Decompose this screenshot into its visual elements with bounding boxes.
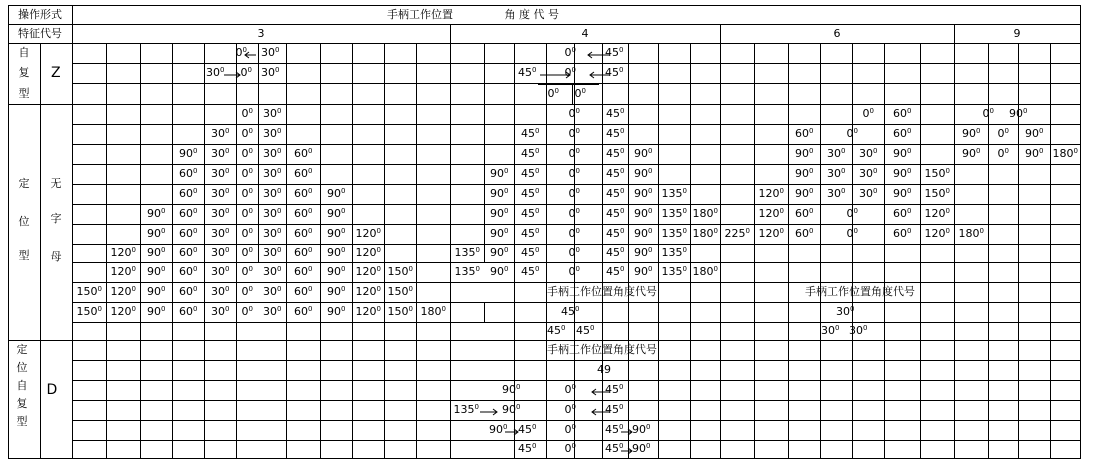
angle-value: $30^0$ — [859, 167, 878, 180]
angle-value: $120^0$ — [355, 285, 381, 298]
angle-value: $90^0$ — [327, 285, 346, 298]
angle-value: $90^0$ — [893, 167, 912, 180]
angle-value: $45^0$ — [518, 423, 537, 436]
angle-value: $60^0$ — [294, 305, 313, 318]
arrow-icon — [536, 70, 574, 80]
pos-auto-return-label: 定 — [16, 343, 28, 356]
angle-value: $0^0$ — [241, 147, 253, 160]
angle-value: $90^0$ — [634, 207, 653, 220]
angle-value: $150^0$ — [76, 285, 102, 298]
angle-value: $60^0$ — [179, 187, 198, 200]
angle-value: $0^0$ — [846, 127, 858, 140]
angle-value: $90^0$ — [147, 227, 166, 240]
angle-value: $120^0$ — [110, 305, 136, 318]
angle-value: $0^0$ — [568, 265, 580, 278]
angle-value: $30^0$ — [211, 187, 230, 200]
grid-line-h — [8, 5, 1081, 6]
angle-value: $90^0$ — [502, 383, 521, 396]
angle-value: $90^0$ — [795, 147, 814, 160]
angle-value: $120^0$ — [110, 246, 136, 259]
grid-line-v — [920, 43, 921, 459]
angle-value: $90^0$ — [327, 305, 346, 318]
arrow-icon — [586, 70, 613, 80]
angle-value: $90^0$ — [632, 423, 651, 436]
angle-value: $0^0$ — [241, 107, 253, 120]
angle-value: $0^0$ — [564, 403, 576, 416]
pos-auto-return-label: 自 — [16, 379, 28, 392]
grid-line-v — [788, 43, 789, 459]
angle-value: $0^0$ — [574, 86, 586, 100]
grid-line-h — [72, 322, 1081, 323]
angle-value: $90^0$ — [962, 127, 981, 140]
grid-line-v — [286, 43, 287, 459]
angle-value: $135^0$ — [454, 265, 480, 278]
grid-line-v — [720, 43, 721, 459]
angle-value: $90^0$ — [962, 147, 981, 160]
angle-value: $45^0$ — [521, 127, 540, 140]
angle-value: $90^0$ — [327, 207, 346, 220]
angle-value: $0^0$ — [564, 66, 576, 79]
angle-value: $90^0$ — [327, 265, 346, 278]
positioning-label: 定 — [18, 177, 30, 190]
angle-value: $60^0$ — [294, 207, 313, 220]
angle-value: $150^0$ — [387, 285, 413, 298]
angle-value: $150^0$ — [387, 265, 413, 278]
angle-value: $0^0$ — [982, 107, 994, 120]
grid-line-v — [514, 43, 515, 459]
angle-value: $0^0$ — [568, 187, 580, 200]
angle-value: $60^0$ — [795, 127, 814, 140]
angle-value: $90^0$ — [490, 187, 509, 200]
angle-value: $90^0$ — [490, 207, 509, 220]
angle-value: $150^0$ — [76, 305, 102, 318]
angle-value: $45^0$ — [518, 442, 537, 455]
sub-title-d: 手柄工作位置角度代号 — [547, 343, 657, 356]
angle-value: $90^0$ — [634, 167, 653, 180]
sub-title-4: 手柄工作位置角度代号 — [547, 285, 657, 298]
angle-value: $45^0$ — [521, 265, 540, 278]
angle-value: $45^0$ — [605, 46, 624, 59]
grid-line-v — [884, 43, 885, 459]
angle-value: $180^0$ — [692, 227, 718, 240]
angle-value: $60^0$ — [893, 207, 912, 220]
angle-value: $30^0$ — [859, 147, 878, 160]
code-3: 3 — [257, 26, 265, 40]
grid-line-h — [72, 204, 1081, 205]
angle-value: $90^0$ — [634, 246, 653, 259]
angle-value: $90^0$ — [795, 187, 814, 200]
grid-line-v — [1018, 43, 1019, 459]
grid-line-v — [954, 43, 955, 459]
angle-value: $135^0$ — [661, 207, 687, 220]
angle-value: $0^0$ — [846, 207, 858, 220]
arrow-icon — [584, 50, 613, 60]
grid-line-h — [72, 400, 1081, 401]
angle-value: $0^0$ — [568, 246, 580, 259]
angle-value: $90^0$ — [147, 246, 166, 259]
angle-value: $120^0$ — [355, 227, 381, 240]
angle-value: $60^0$ — [893, 107, 912, 120]
angle-value: $90^0$ — [147, 285, 166, 298]
angle-value: $60^0$ — [294, 147, 313, 160]
angle-value: $0^0$ — [568, 147, 580, 160]
angle-value: $30^0$ — [263, 246, 282, 259]
grid-line-v — [236, 43, 237, 459]
angle-value: $45^0$ — [521, 147, 540, 160]
grid-line-h — [72, 302, 1081, 303]
angle-value: $90^0$ — [502, 403, 521, 416]
angle-value: $90^0$ — [490, 227, 509, 240]
angle-value: $45^0$ — [561, 305, 580, 318]
grid-line-v — [852, 43, 853, 459]
angle-value: $120^0$ — [924, 227, 950, 240]
grid-line-h — [72, 440, 1081, 441]
angle-value: $0^0$ — [568, 227, 580, 240]
grid-line-h — [72, 164, 1081, 165]
angle-value: $60^0$ — [294, 285, 313, 298]
angle-value: $120^0$ — [110, 285, 136, 298]
grid-line-v — [450, 24, 451, 44]
code-6: 6 — [833, 26, 841, 40]
angle-value: $135^0$ — [454, 246, 480, 259]
angle-value: $90^0$ — [490, 246, 509, 259]
angle-value: $30^0$ — [836, 305, 855, 318]
angle-value: $180^0$ — [692, 265, 718, 278]
pos-auto-return-label: 位 — [16, 361, 28, 374]
angle-value: $0^0$ — [862, 107, 874, 120]
angle-value: $45^0$ — [518, 66, 537, 79]
grid-line-v — [320, 43, 321, 459]
angle-value: $135^0$ — [661, 265, 687, 278]
angle-code-title: 角 度 代 号 — [504, 7, 559, 21]
grid-line-h — [72, 244, 1081, 245]
grid-line-v — [988, 43, 989, 459]
angle-value: $135^0$ — [661, 246, 687, 259]
angle-value: $30^0$ — [263, 265, 282, 278]
angle-value: $45^0$ — [606, 167, 625, 180]
grid-line-v — [1050, 43, 1051, 459]
angle-value: $45^0$ — [521, 187, 540, 200]
angle-value: $30^0$ — [261, 66, 280, 79]
code-9: 9 — [1013, 26, 1021, 40]
angle-value: $0^0$ — [568, 207, 580, 220]
angle-value: $90^0$ — [179, 147, 198, 160]
angle-value: $120^0$ — [758, 227, 784, 240]
positioning-label: 位 — [18, 215, 30, 228]
angle-value: $225^0$ — [724, 227, 750, 240]
angle-value: $0^0$ — [997, 127, 1009, 140]
angle-value: $90^0$ — [490, 265, 509, 278]
angle-value: $90^0$ — [327, 246, 346, 259]
angle-value: $90^0$ — [1025, 127, 1044, 140]
angle-value: $30^0$ — [821, 324, 840, 337]
angle-value: $30^0$ — [211, 227, 230, 240]
arrow-icon — [588, 387, 613, 397]
angle-value: $60^0$ — [893, 227, 912, 240]
angle-value: $135^0$ — [453, 403, 479, 416]
angle-value: $0^0$ — [241, 285, 253, 298]
angle-value: $180^0$ — [420, 305, 446, 318]
op-form-label: 操作形式 — [18, 7, 62, 21]
angle-value: $45^0$ — [521, 246, 540, 259]
angle-value: $90^0$ — [893, 187, 912, 200]
handle-position-title: 手柄工作位置 — [387, 7, 453, 21]
angle-value: $0^0$ — [547, 86, 559, 100]
grid-line-v — [658, 43, 659, 459]
angle-value: $45^0$ — [606, 147, 625, 160]
angle-value: $90^0$ — [1025, 147, 1044, 160]
angle-value: $90^0$ — [327, 187, 346, 200]
grid-line-v — [1080, 5, 1081, 459]
pos-auto-return-label: 复 — [16, 397, 28, 410]
angle-value: $0^0$ — [241, 167, 253, 180]
grid-line-v — [352, 43, 353, 459]
arrow-icon — [617, 446, 636, 456]
angle-value: $60^0$ — [179, 227, 198, 240]
angle-value: $90^0$ — [147, 207, 166, 220]
no-letter-label: 母 — [50, 250, 62, 263]
angle-value: $180^0$ — [692, 207, 718, 220]
angle-value: $120^0$ — [355, 246, 381, 259]
grid-line-v — [204, 43, 205, 459]
grid-line-h — [72, 184, 1081, 185]
angle-value: $90^0$ — [489, 423, 508, 436]
angle-value: $45^0$ — [605, 442, 624, 455]
grid-line-v — [140, 43, 141, 459]
angle-value: $30^0$ — [211, 305, 230, 318]
angle-value: $60^0$ — [294, 187, 313, 200]
grid-line-v — [8, 5, 9, 459]
angle-value: $45^0$ — [605, 383, 624, 396]
auto-return-label: 复 — [18, 66, 30, 79]
angle-value: $30^0$ — [263, 285, 282, 298]
angle-value: $90^0$ — [893, 147, 912, 160]
angle-value: $30^0$ — [263, 187, 282, 200]
grid-line-v — [954, 24, 955, 44]
grid-line-v — [106, 43, 107, 459]
positioning-label: 型 — [18, 249, 30, 262]
grid-line-v — [484, 302, 485, 323]
grid-line-v — [450, 43, 451, 459]
angle-value: $0^0$ — [564, 442, 576, 455]
angle-value: $0^0$ — [241, 207, 253, 220]
angle-value: $60^0$ — [294, 265, 313, 278]
grid-line-v — [820, 43, 821, 459]
angle-value: $0^0$ — [846, 227, 858, 240]
angle-value: $45^0$ — [606, 107, 625, 120]
angle-value: $30^0$ — [263, 305, 282, 318]
arrow-icon — [476, 407, 501, 417]
grid-line-v — [628, 43, 629, 459]
angle-value: $45^0$ — [521, 167, 540, 180]
code-4: 4 — [581, 26, 589, 40]
angle-value: $30^0$ — [211, 147, 230, 160]
arrow-icon — [501, 427, 522, 437]
angle-value: $30^0$ — [263, 207, 282, 220]
angle-value: $150^0$ — [924, 167, 950, 180]
angle-value: $45^0$ — [576, 324, 595, 337]
angle-value: $30^0$ — [261, 46, 280, 59]
angle-value: $30^0$ — [263, 127, 282, 140]
grid-line-v — [384, 43, 385, 459]
angle-value: $0^0$ — [235, 46, 247, 59]
angle-value: $90^0$ — [327, 227, 346, 240]
angle-value: $0^0$ — [568, 127, 580, 140]
auto-return-label: 型 — [18, 86, 30, 100]
angle-value: $0^0$ — [240, 66, 252, 79]
angle-value: $120^0$ — [110, 265, 136, 278]
angle-value: $60^0$ — [179, 285, 198, 298]
angle-value: $45^0$ — [521, 227, 540, 240]
z-code: Z — [51, 65, 61, 81]
angle-value: $120^0$ — [355, 305, 381, 318]
angle-value: $30^0$ — [263, 227, 282, 240]
grid-line-v — [72, 5, 73, 459]
grid-line-h — [72, 144, 1081, 145]
angle-value: $120^0$ — [355, 265, 381, 278]
grid-line-v — [416, 43, 417, 459]
angle-value: $150^0$ — [387, 305, 413, 318]
angle-value: $90^0$ — [634, 265, 653, 278]
angle-value: $30^0$ — [206, 66, 225, 79]
grid-line-h — [72, 224, 1081, 225]
angle-value: $45^0$ — [606, 207, 625, 220]
angle-value: $0^0$ — [568, 107, 580, 120]
sub-title-6: 手柄工作位置角度代号 — [805, 285, 915, 298]
angle-value: $150^0$ — [924, 187, 950, 200]
no-letter-label: 字 — [50, 212, 62, 225]
angle-value: $45^0$ — [605, 423, 624, 436]
angle-value: $0^0$ — [564, 423, 576, 436]
angle-value: $45^0$ — [606, 127, 625, 140]
angle-value: $90^0$ — [490, 167, 509, 180]
angle-value: $30^0$ — [827, 147, 846, 160]
angle-value: $135^0$ — [661, 187, 687, 200]
angle-value: $0^0$ — [241, 127, 253, 140]
angle-value: $90^0$ — [634, 227, 653, 240]
grid-line-h — [538, 84, 599, 85]
angle-value: $30^0$ — [211, 265, 230, 278]
angle-value: $30^0$ — [211, 207, 230, 220]
angle-value: $30^0$ — [827, 167, 846, 180]
no-letter-label: 无 — [50, 177, 62, 190]
angle-value: $45^0$ — [606, 227, 625, 240]
angle-value: $30^0$ — [849, 324, 868, 337]
angle-value: $45^0$ — [605, 403, 624, 416]
angle-value: $0^0$ — [241, 305, 253, 318]
angle-value: $0^0$ — [241, 227, 253, 240]
angle-value: $60^0$ — [179, 167, 198, 180]
grid-line-h — [72, 124, 1081, 125]
grid-line-h — [72, 282, 1081, 283]
grid-line-h — [72, 262, 1081, 263]
angle-value: $30^0$ — [263, 107, 282, 120]
grid-line-v — [172, 43, 173, 459]
angle-value: $45^0$ — [605, 66, 624, 79]
pos-auto-return-label: 型 — [16, 415, 28, 428]
angle-value: $30^0$ — [211, 127, 230, 140]
angle-value: $180^0$ — [1052, 147, 1078, 160]
angle-value: $60^0$ — [294, 167, 313, 180]
grid-line-v — [754, 43, 755, 459]
grid-line-v — [258, 43, 259, 263]
grid-line-h — [72, 360, 1081, 361]
angle-value: $30^0$ — [827, 187, 846, 200]
angle-value: $0^0$ — [564, 46, 576, 59]
grid-line-v — [40, 43, 41, 459]
angle-value: $90^0$ — [147, 265, 166, 278]
d-code: D — [46, 382, 58, 398]
angle-value: $45^0$ — [521, 207, 540, 220]
angle-value: $30^0$ — [211, 285, 230, 298]
angle-value: $60^0$ — [179, 246, 198, 259]
angle-value: $0^0$ — [568, 167, 580, 180]
grid-line-h — [72, 63, 1081, 64]
angle-value: $30^0$ — [263, 147, 282, 160]
angle-value: $60^0$ — [893, 127, 912, 140]
arrow-icon — [220, 70, 244, 80]
angle-value: $0^0$ — [564, 383, 576, 396]
angle-value: $60^0$ — [795, 227, 814, 240]
angle-value: $60^0$ — [179, 265, 198, 278]
angle-value: $30^0$ — [211, 167, 230, 180]
angle-value: $30^0$ — [263, 167, 282, 180]
angle-value: $120^0$ — [924, 207, 950, 220]
grid-line-v — [690, 43, 691, 459]
arrow-icon — [588, 407, 613, 417]
auto-return-label: 自 — [18, 46, 30, 59]
angle-value: $45^0$ — [606, 265, 625, 278]
angle-value: $90^0$ — [147, 305, 166, 318]
angle-value: $45^0$ — [547, 324, 566, 337]
grid-line-h — [8, 24, 1081, 25]
angle-value: $45^0$ — [606, 246, 625, 259]
arrow-icon — [241, 50, 260, 60]
angle-value: $60^0$ — [795, 207, 814, 220]
angle-value: $30^0$ — [211, 246, 230, 259]
angle-value: $90^0$ — [634, 187, 653, 200]
grid-line-v — [546, 43, 547, 459]
angle-value: $60^0$ — [294, 227, 313, 240]
angle-value: $90^0$ — [795, 167, 814, 180]
grid-line-h — [72, 380, 1081, 381]
angle-value: $90^0$ — [634, 147, 653, 160]
angle-value: $90^0$ — [632, 442, 651, 455]
grid-line-h — [72, 420, 1081, 421]
angle-value: $0^0$ — [997, 147, 1009, 160]
grid-line-v — [720, 24, 721, 44]
angle-value: $0^0$ — [241, 187, 253, 200]
angle-value: $60^0$ — [179, 207, 198, 220]
angle-value: $60^0$ — [294, 246, 313, 259]
angle-value: $45^0$ — [606, 187, 625, 200]
angle-value: $0^0$ — [241, 265, 253, 278]
angle-value: $120^0$ — [758, 187, 784, 200]
angle-value: $60^0$ — [179, 305, 198, 318]
angle-value: $0^0$ — [241, 246, 253, 259]
angle-value: $120^0$ — [758, 207, 784, 220]
grid-line-v — [572, 83, 573, 105]
angle-value: $30^0$ — [859, 187, 878, 200]
angle-value: $180^0$ — [958, 227, 984, 240]
feature-code-label: 特征代号 — [18, 26, 62, 40]
arrow-icon — [617, 427, 636, 437]
grid-line-v — [484, 43, 485, 263]
code-49: 49 — [597, 363, 611, 376]
angle-value: $90^0$ — [1009, 107, 1028, 120]
angle-value: $135^0$ — [661, 227, 687, 240]
